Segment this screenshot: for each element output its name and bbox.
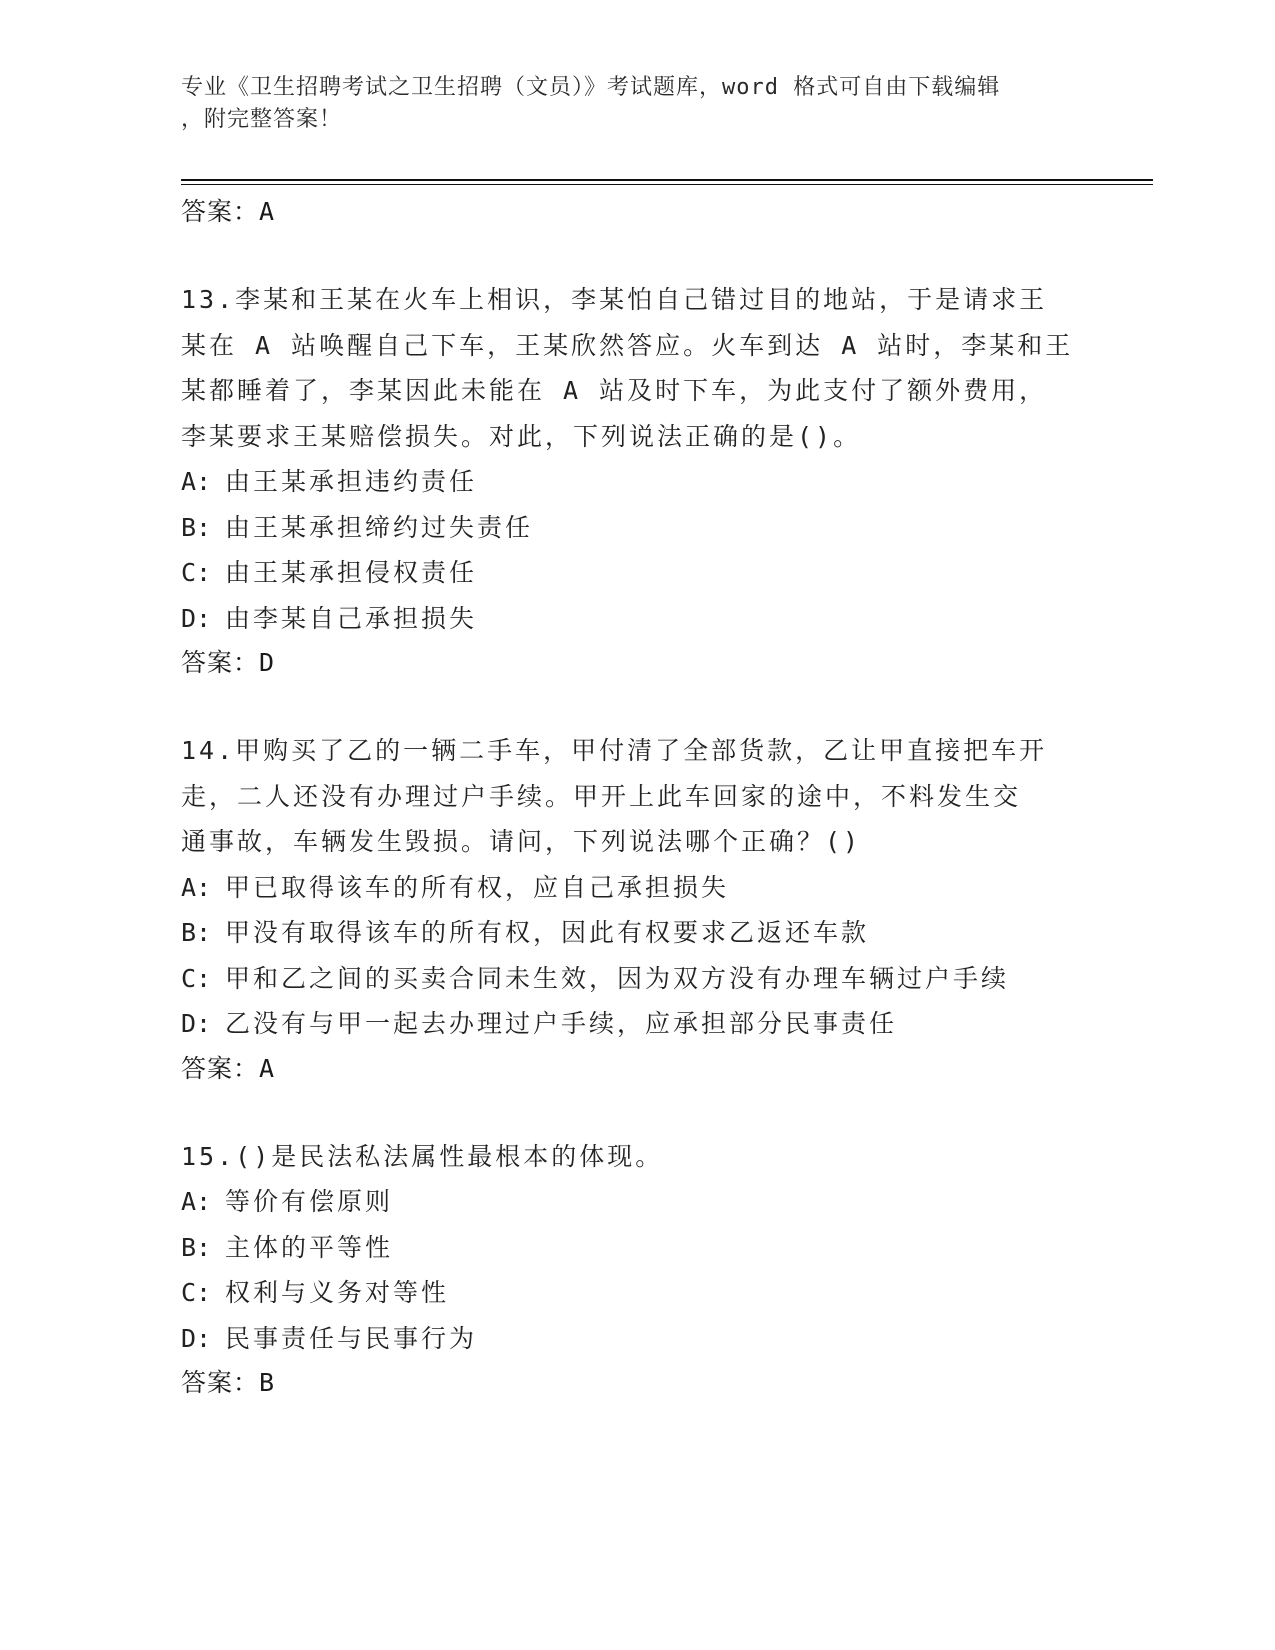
option-key: B: (181, 512, 212, 542)
answer-label: 答案： (181, 197, 260, 226)
option-key: C: (181, 558, 212, 587)
option-text: 等价有偿原则 (225, 1187, 394, 1216)
option-key: C: (181, 963, 212, 993)
option-text: 甲和乙之间的买卖合同未生效，因为双方没有办理车辆过户手续 (225, 963, 1010, 993)
question-13 (181, 277, 1081, 685)
header-divider-thin (181, 184, 1153, 185)
option-key: B: (181, 918, 212, 947)
option-text: 由王某承担缔约过失责任 (225, 512, 534, 542)
option-key: A: (181, 467, 212, 496)
option-a (181, 459, 1081, 505)
option-key: D: (181, 1323, 212, 1353)
question-text-line: 13.李某和王某在火车上相识，李某怕自己错过目的地站，于是请求王 (181, 285, 1048, 314)
option-text: 由李某自己承担损失 (225, 603, 478, 633)
option-d (181, 1001, 1081, 1047)
option-b (181, 1225, 1081, 1271)
question-answer (181, 641, 1081, 685)
question-text-line: 李某要求王某赔偿损失。对此，下列说法正确的是()。 (181, 421, 862, 451)
answer-label: 答案： (181, 1053, 260, 1083)
option-c (181, 550, 1081, 596)
option-key: A: (181, 1187, 212, 1216)
answer-value: D (259, 648, 275, 677)
answer-value: A (259, 1053, 275, 1083)
question-text-line: 通事故，车辆发生毁损。请问，下列说法哪个正确？() (181, 827, 862, 856)
question-text-line: 14.甲购买了乙的一辆二手车，甲付清了全部货款，乙让甲直接把车开 (181, 736, 1048, 765)
option-c (181, 1270, 1081, 1316)
option-key: D: (181, 603, 212, 633)
question-answer (181, 1361, 1081, 1405)
option-text: 甲已取得该车的所有权，应自己承担损失 (225, 872, 730, 902)
option-c (181, 956, 1081, 1002)
spacer (181, 685, 1081, 728)
answer-value: B (259, 1368, 275, 1397)
header-title-line: 专业《卫生招聘考试之卫生招聘（文员）》考试题库，word 格式可自由下载编辑 (181, 75, 1001, 100)
header-divider-thick (181, 179, 1153, 181)
question-text-line: 某在 A 站唤醒自己下车，王某欣然答应。火车到达 A 站时，李某和王 (181, 330, 1074, 360)
option-text: 由王某承担违约责任 (225, 467, 478, 496)
option-text: 由王某承担侵权责任 (225, 558, 478, 587)
question-content (181, 190, 1081, 1405)
question-text-line: 15.()是民法私法属性最根本的体现。 (181, 1141, 664, 1171)
option-text: 甲没有取得该车的所有权，因此有权要求乙返还车款 (225, 918, 870, 947)
option-text: 民事责任与民事行为 (225, 1323, 478, 1353)
option-text: 权利与义务对等性 (225, 1278, 450, 1307)
option-b (181, 505, 1081, 551)
spacer (181, 234, 1081, 277)
answer-label: 答案： (181, 648, 260, 677)
question-answer (181, 1047, 1081, 1091)
option-text: 主体的平等性 (225, 1232, 394, 1262)
option-key: B: (181, 1232, 212, 1262)
question-text-line: 走，二人还没有办理过户手续。甲开上此车回家的途中，不料发生交 (181, 781, 1022, 811)
answer-value: A (259, 197, 275, 226)
question-14 (181, 728, 1081, 1091)
option-key: C: (181, 1278, 212, 1307)
option-key: A: (181, 872, 212, 902)
option-key: D: (181, 1009, 212, 1038)
previous-answer (181, 190, 1081, 234)
answer-label: 答案： (181, 1368, 260, 1397)
option-text: 乙没有与甲一起去办理过户手续，应承担部分民事责任 (225, 1009, 898, 1038)
option-d (181, 596, 1081, 642)
spacer (181, 1091, 1081, 1134)
option-d (181, 1316, 1081, 1362)
option-a (181, 1179, 1081, 1225)
question-15 (181, 1134, 1081, 1406)
option-a (181, 865, 1081, 911)
option-b (181, 910, 1081, 956)
document-header (181, 72, 1061, 136)
header-title-line-continued: ，附完整答案！ (181, 107, 343, 132)
question-text-line: 某都睡着了，李某因此未能在 A 站及时下车，为此支付了额外费用， (181, 376, 1048, 405)
